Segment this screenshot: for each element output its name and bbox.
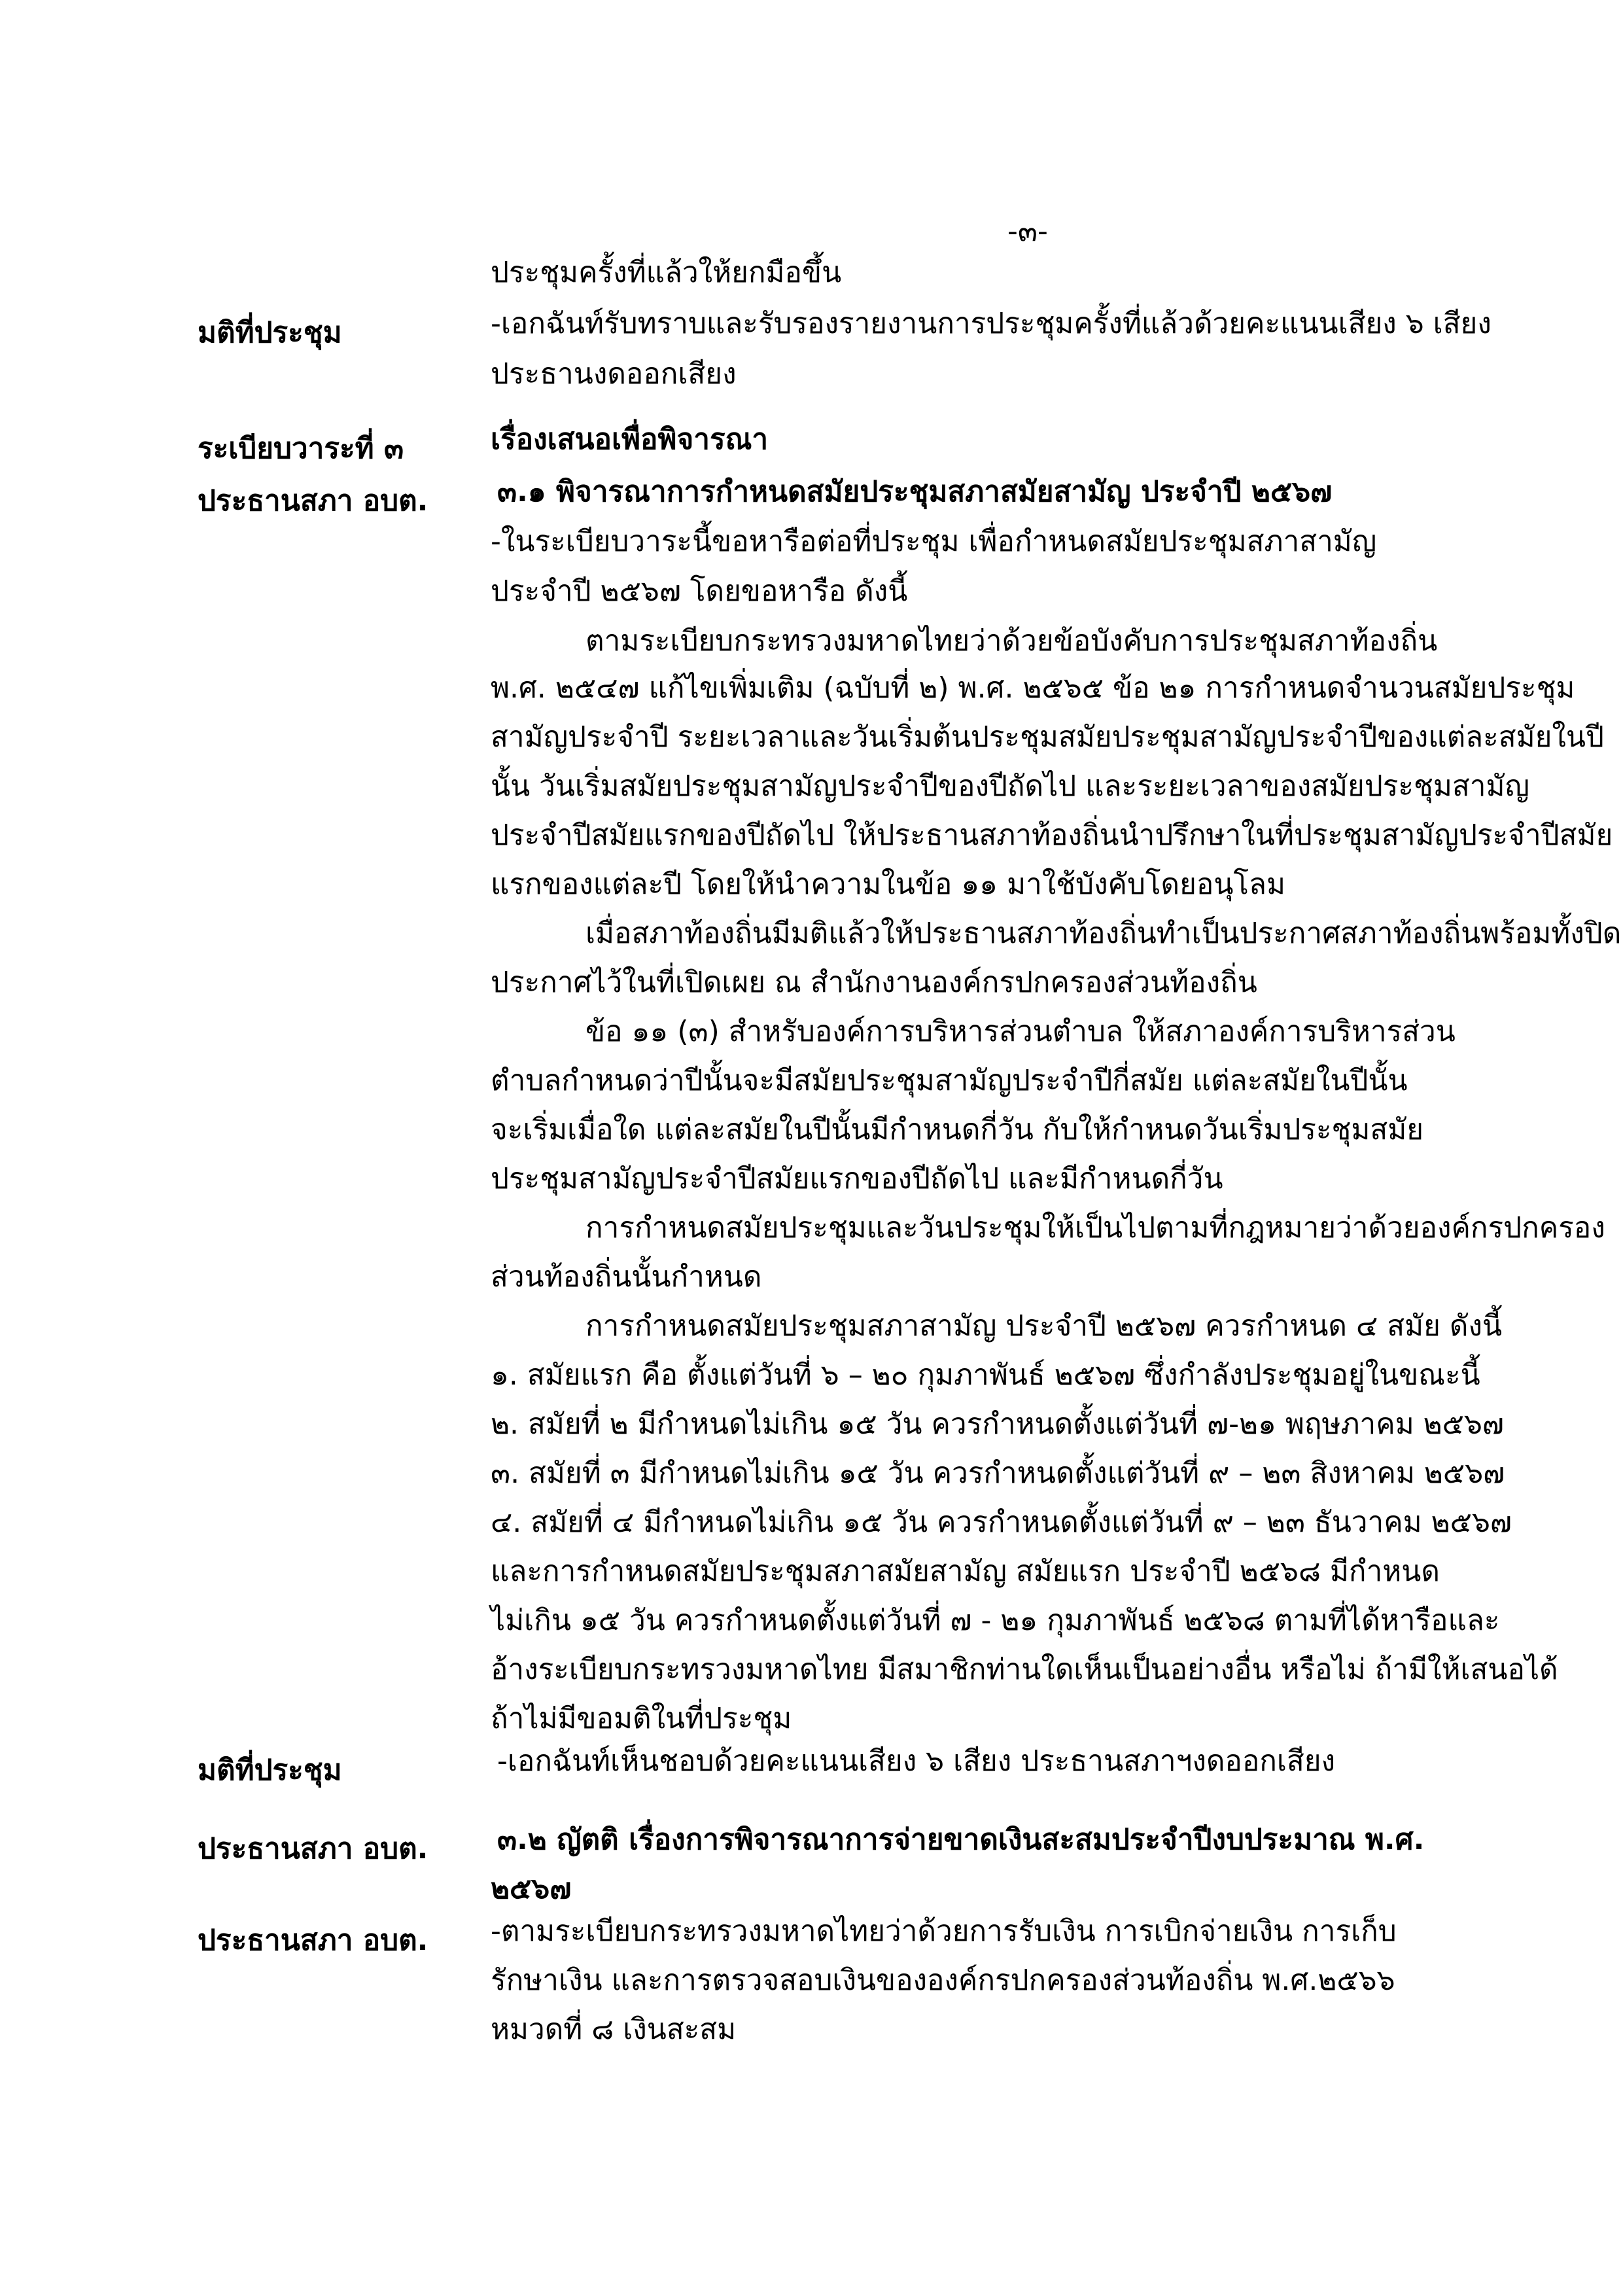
body-line: รักษาเงิน และการตรวจสอบเงินขององค์กรปกครองส่วนท้องถิ่น พ.ศ.๒๕๖๖	[491, 1964, 1395, 1997]
body-line: นั้น วันเริ่มสมัยประชุมสามัญประจำปีของปีถัดไป และระยะเวลาของสมัยประชุมสามัญ	[491, 769, 1529, 803]
body-line: ถ้าไม่มีขอมติในที่ประชุม	[491, 1702, 792, 1735]
label-council-chair: ประธานสภา อบต.	[198, 484, 428, 518]
label-agenda: ระเบียบวาระที่ ๓	[198, 432, 404, 465]
body-line: เมื่อสภาท้องถิ่นมีมติแล้วให้ประธานสภาท้องถิ่นทำเป็นประกาศสภาท้องถิ่นพร้อมทั้งปิด	[585, 917, 1622, 950]
body-line: -ตามระเบียบกระทรวงมหาดไทยว่าด้วยการรับเงิน การเบิกจ่ายเงิน การเก็บ	[491, 1915, 1397, 1948]
body-line: แรกของแต่ละปี โดยให้นำความในข้อ ๑๑ มาใช้บังคับโดยอนุโลม	[491, 868, 1286, 901]
body-line: และการกำหนดสมัยประชุมสภาสมัยสามัญ สมัยแรก ประจำปี ๒๕๖๘ มีกำหนด	[491, 1555, 1440, 1588]
body-line: ประจำปี ๒๕๖๗ โดยขอหารือ ดังนี้	[491, 574, 908, 608]
body-line: -เอกฉันท์เห็นชอบด้วยคะแนนเสียง ๖ เสียง ประธานสภาฯงดออกเสียง	[497, 1744, 1336, 1778]
body-line: สามัญประจำปี ระยะเวลาและวันเริ่มต้นประชุมสมัยประชุมสามัญประจำปีของแต่ละสมัยในปี	[491, 720, 1604, 754]
label-council-chair: ประธานสภา อบต.	[198, 1924, 428, 1957]
body-line: ประชุมครั้งที่แล้วให้ยกมือขึ้น	[491, 256, 842, 289]
body-line: การกำหนดสมัยประชุมและวันประชุมให้เป็นไปตามที่กฎหมายว่าด้วยองค์กรปกครอง	[585, 1211, 1605, 1245]
list-item: ๓. สมัยที่ ๓ มีกำหนดไม่เกิน ๑๕ วัน ควรกำหนดตั้งแต่วันที่ ๙ – ๒๓ สิงหาคม ๒๕๖๗	[491, 1457, 1505, 1490]
body-line: พ.ศ. ๒๕๔๗ แก้ไขเพิ่มเติม (ฉบับที่ ๒) พ.ศ. ๒๕๖๕ ข้อ ๒๑ การกำหนดจำนวนสมัยประชุม	[491, 671, 1575, 705]
agenda-heading: เรื่องเสนอเพื่อพิจารณา	[491, 423, 769, 456]
body-line: อ้างระเบียบกระทรวงมหาดไทย มีสมาชิกท่านใดเห็นเป็นอย่างอื่น หรือไม่ ถ้ามีให้เสนอได้	[491, 1653, 1558, 1686]
body-line: การกำหนดสมัยประชุมสภาสามัญ ประจำปี ๒๕๖๗ ควรกำหนด ๔ สมัย ดังนี้	[585, 1309, 1503, 1343]
body-line: ประจำปีสมัยแรกของปีถัดไป ให้ประธานสภาท้องถิ่นนำปรึกษาในที่ประชุมสามัญประจำปีสมัย	[491, 819, 1613, 852]
body-line: ไม่เกิน ๑๕ วัน ควรกำหนดตั้งแต่วันที่ ๗ - ๒๑ กุมภาพันธ์ ๒๕๖๘ ตามที่ได้หารือและ	[491, 1604, 1500, 1637]
body-line: ข้อ ๑๑ (๓) สำหรับองค์การบริหารส่วนตำบล ให้สภาองค์การบริหารส่วน	[585, 1015, 1456, 1048]
list-item: ๒. สมัยที่ ๒ มีกำหนดไม่เกิน ๑๕ วัน ควรกำหนดตั้งแต่วันที่ ๗-๒๑ พฤษภาคม ๒๕๖๗	[491, 1407, 1505, 1441]
section-heading: ๓.๑ พิจารณาการกำหนดสมัยประชุมสภาสมัยสามัญ ประจำปี ๒๕๖๗	[497, 475, 1333, 508]
label-resolution: มติที่ประชุม	[198, 1754, 342, 1787]
body-line: จะเริ่มเมื่อใด แต่ละสมัยในปีนั้นมีกำหนดกี่วัน กับให้กำหนดวันเริ่มประชุมสมัย	[491, 1113, 1424, 1146]
body-line: หมวดที่ ๘ เงินสะสม	[491, 2013, 737, 2046]
body-line: ตามระเบียบกระทรวงมหาดไทยว่าด้วยข้อบังคับการประชุมสภาท้องถิ่น	[585, 624, 1438, 658]
body-line: ประธานงดออกเสียง	[491, 357, 737, 391]
section-heading: ๒๕๖๗	[491, 1872, 572, 1905]
body-line: ตำบลกำหนดว่าปีนั้นจะมีสมัยประชุมสามัญประจำปีกี่สมัย แต่ละสมัยในปีนั้น	[491, 1064, 1408, 1097]
section-heading: ๓.๒ ญัตติ เรื่องการพิจารณาการจ่ายขาดเงินสะสมประจำปีงบประมาณ พ.ศ.	[497, 1823, 1425, 1856]
list-item: ๔. สมัยที่ ๔ มีกำหนดไม่เกิน ๑๕ วัน ควรกำหนดตั้งแต่วันที่ ๙ – ๒๓ ธันวาคม ๒๕๖๗	[491, 1506, 1512, 1539]
body-line: ประกาศไว้ในที่เปิดเผย ณ สำนักงานองค์กรปกครองส่วนท้องถิ่น	[491, 966, 1257, 999]
body-line: -เอกฉันท์รับทราบและรับรองรายงานการประชุมครั้งที่แล้วด้วยคะแนนเสียง ๖ เสียง	[491, 307, 1492, 340]
body-line: ประชุมสามัญประจำปีสมัยแรกของปีถัดไป และมีกำหนดกี่วัน	[491, 1162, 1223, 1195]
body-line: -ในระเบียบวาระนี้ขอหารือต่อที่ประชุม เพื่อกำหนดสมัยประชุมสภาสามัญ	[491, 525, 1377, 558]
label-resolution: มติที่ประชุม	[198, 316, 342, 349]
page-number: -๓-	[1007, 215, 1048, 248]
list-item: ๑. สมัยแรก คือ ตั้งแต่วันที่ ๖ – ๒๐ กุมภาพันธ์ ๒๕๖๗ ซึ่งกำลังประชุมอยู่ในขณะนี้	[491, 1358, 1480, 1392]
label-council-chair: ประธานสภา อบต.	[198, 1832, 428, 1865]
body-line: ส่วนท้องถิ่นนั้นกำหนด	[491, 1260, 762, 1294]
